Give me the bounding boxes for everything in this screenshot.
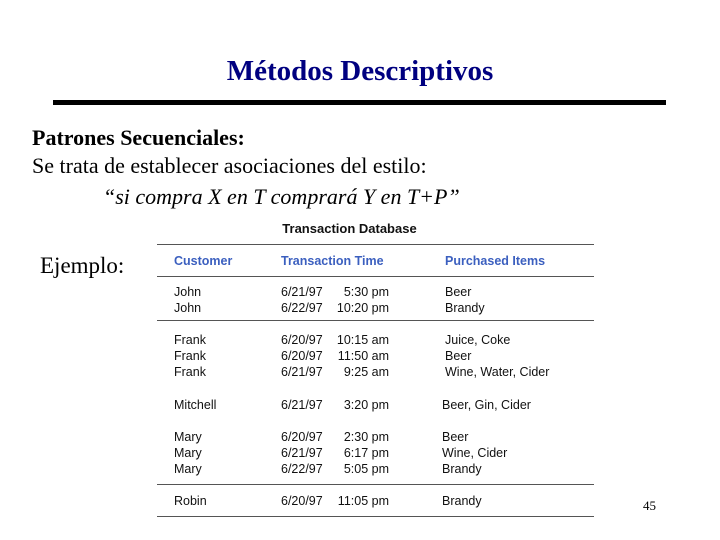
cell-items: Wine, Cider	[442, 446, 508, 460]
table-top-rule	[157, 244, 594, 245]
cell-time: 6:17 pm	[343, 446, 389, 460]
cell-customer: John	[174, 285, 202, 299]
transaction-database-table	[157, 218, 594, 518]
cell-date: 6/21/97	[281, 365, 323, 379]
section-heading: Patrones Secuenciales:	[32, 125, 245, 150]
page-number: 45	[643, 498, 656, 513]
cell-items: Beer, Gin, Cider	[442, 398, 531, 412]
cell-items: Brandy	[445, 301, 485, 315]
cell-customer: Frank	[174, 333, 206, 347]
slide-title: Métodos Descriptivos	[226, 55, 494, 87]
cell-items: Beer	[445, 349, 472, 363]
cell-time: 10:15 am	[336, 333, 389, 347]
cell-time: 9:25 am	[343, 365, 389, 379]
column-header-transaction-time: Transaction Time	[281, 254, 384, 268]
cell-date: 6/21/97	[281, 398, 323, 412]
cell-customer: Robin	[174, 494, 207, 508]
cell-date: 6/20/97	[281, 494, 323, 508]
cell-customer: Mary	[174, 462, 202, 476]
cell-items: Brandy	[442, 462, 482, 476]
cell-time: 11:50 am	[337, 349, 389, 363]
cell-date: 6/20/97	[281, 333, 323, 347]
cell-items: Wine, Water, Cider	[445, 365, 550, 379]
cell-customer: Mary	[174, 446, 202, 460]
table-title: Transaction Database	[282, 221, 417, 236]
cell-customer: Frank	[174, 365, 206, 379]
example-label: Ejemplo:	[40, 253, 125, 278]
cell-date: 6/21/97	[281, 446, 323, 460]
cell-time: 2:30 pm	[343, 430, 389, 444]
column-header-purchased-items: Purchased Items	[445, 254, 546, 268]
header-bottom-rule	[157, 276, 594, 277]
cell-date: 6/22/97	[281, 462, 323, 476]
cell-time: 5:30 pm	[343, 285, 389, 299]
cell-items: Juice, Coke	[445, 333, 511, 347]
rule-example-quote: “si compra X en T comprará Y en T+P”	[103, 184, 460, 209]
cell-date: 6/20/97	[281, 430, 323, 444]
cell-time: 5:05 pm	[343, 462, 389, 476]
cell-items: Beer	[442, 430, 469, 444]
cell-date: 6/20/97	[281, 349, 323, 363]
cell-customer: John	[174, 301, 202, 315]
cell-customer: Mitchell	[174, 398, 217, 412]
description-line: Se trata de establecer asociaciones del estilo:	[32, 153, 427, 178]
cell-date: 6/21/97	[281, 285, 323, 299]
cell-items: Beer	[445, 285, 472, 299]
group-divider	[157, 320, 594, 321]
cell-date: 6/22/97	[281, 301, 323, 315]
title-divider	[53, 100, 666, 105]
cell-customer: Frank	[174, 349, 206, 363]
cell-time: 11:05 pm	[337, 494, 389, 508]
column-header-customer: Customer	[174, 254, 233, 268]
group-divider	[157, 484, 594, 485]
cell-items: Brandy	[442, 494, 482, 508]
table-bottom-rule	[157, 516, 594, 517]
cell-time: 10:20 pm	[336, 301, 389, 315]
cell-time: 3:20 pm	[343, 398, 389, 412]
cell-customer: Mary	[174, 430, 202, 444]
